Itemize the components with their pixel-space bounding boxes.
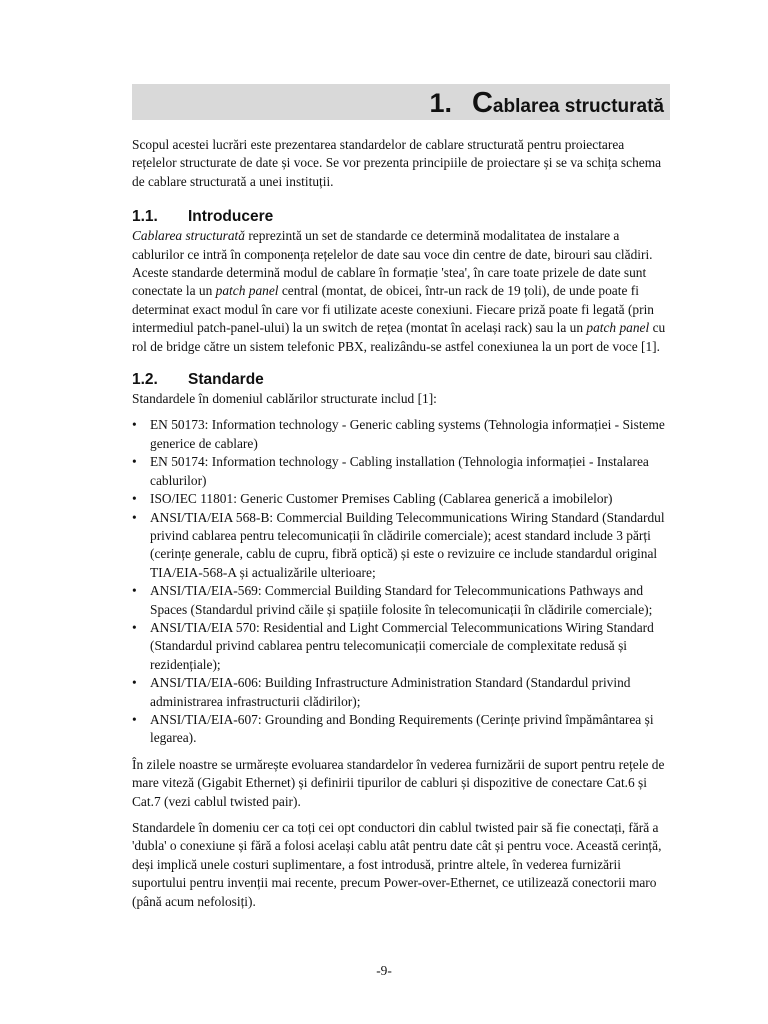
bullet: • (132, 675, 137, 691)
list-item (132, 674, 672, 711)
section-number: 1.2. (132, 371, 158, 389)
bullet: • (132, 711, 137, 727)
chapter-title (429, 84, 664, 120)
italic-term: patch panel (215, 283, 279, 299)
section-title: Introducere (188, 208, 274, 226)
list-item (132, 619, 672, 674)
bullet: • (132, 454, 137, 470)
list-item-text: ANSI/TIA/EIA-606: Building Infrastructure Administration Standard (Standardul privind administrarea infrastructurii clădirilor); (150, 675, 631, 709)
list-item-text: EN 50173: Information technology - Generic cabling systems (Tehnologia informației - Sisteme generice de cablare) (150, 417, 665, 451)
list-item (132, 582, 672, 619)
introducere-paragraph (132, 227, 672, 356)
list-item (132, 490, 672, 508)
chapter-title-rest: ablarea structurată (492, 96, 664, 117)
text-run: central (montat, de obicei, într-un rack de 19 țoli), de unde poate fi determinat exact modul în care vor fi utilizate aceste conexiuni. Fiecare priză poate fi legată (prin intermediul patch-panel-ului) la un switch de rețea (montat în același rack) sau la un (132, 283, 654, 336)
italic-term: Cablarea structurată (132, 228, 245, 244)
bullet: • (132, 583, 137, 599)
bullet: • (132, 491, 137, 507)
bullet: • (132, 619, 137, 635)
section-number: 1.1. (132, 208, 158, 226)
chapter-title-bar (132, 84, 670, 120)
page-body (132, 136, 672, 911)
intro-paragraph: Scopul acestei lucrări este prezentarea standardelor de cablare structurată pentru proiectarea rețelelor structurate de date și voce. Se vor prezenta principiile de proiectare și se va schița schema de cablare structurată a unei instituții. (132, 137, 662, 189)
list-item-text: ANSI/TIA/EIA-569: Commercial Building Standard for Telecommunications Pathways and Spaces (Standardul privind căile și spațiile folosite în telecomunicații în clădirile comerciale); (150, 583, 653, 617)
list-item-text: EN 50174: Information technology - Cabling installation (Tehnologia informației - Instalarea cablurilor) (150, 454, 649, 488)
section-title: Standarde (188, 371, 264, 389)
text-run: cu rol de bridge către un sistem telefonic PBX, realizându-se astfel conexiunea la un port de voce [1]. (132, 320, 666, 354)
list-item-text: ISO/IEC 11801: Generic Customer Premises Cabling (Cablarea generică a imobilelor) (150, 491, 613, 507)
text-run: reprezintă un set de standarde ce determină modalitatea de instalare a cablurilor ce intră în componența rețelelor de date sau voce din centre de date, birouri sau clădiri. Aceste standarde determină modul de cablare în formație 'stea', în care toate prizele de date sunt conectate la un (132, 228, 653, 299)
bullet: • (132, 509, 137, 525)
bullet: • (132, 417, 137, 433)
standards-list (132, 416, 672, 747)
list-item-text: ANSI/TIA/EIA-607: Grounding and Bonding Requirements (Cerințe privind împământarea și legarea). (150, 711, 654, 746)
italic-term: patch panel (586, 320, 650, 336)
list-item (132, 711, 672, 748)
list-item (132, 509, 672, 583)
page-number: -9- (376, 963, 392, 978)
section-heading-standarde (132, 370, 672, 390)
chapter-number: 1. (429, 88, 452, 118)
section-heading-introducere (132, 207, 672, 227)
list-item (132, 416, 672, 453)
list-item (132, 453, 672, 490)
evolution-paragraph: În zilele noastre se urmărește evoluarea standardelor în vederea furnizării de suport pentru rețele de mare viteză (Gigabit Ethernet) și definirii tipurilor de cabluri și dispozitive de conectare Cat.6 și Cat.7 (vezi cablul twisted pair). (132, 756, 665, 809)
list-item-text: ANSI/TIA/EIA 570: Residential and Light Commercial Telecommunications Wiring Standard (Standardul privind cablarea pentru telecomunicații comerciale de complexitate redusă și rezidențiale); (150, 619, 654, 672)
conductors-paragraph: Standardele în domeniu cer ca toți cei opt conductori din cablul twisted pair să fie conectați, fără a 'dubla' o conexiune și fără a folosi același cablu atât pentru date cât și pentru voce. Această cerință, deși implică unele costuri suplimentare, a fost introdusă, printre altele, în vederea furnizării suportului pentru invenții mai recente, precum Power-over-Ethernet, ce utilizează conectorii maro (până acum nefolosiți). (132, 820, 662, 909)
list-item-text: ANSI/TIA/EIA 568-B: Commercial Building Telecommunications Wiring Standard (Standardul privind cablarea pentru telecomunicații în clădirile comerciale); acest standard include 3 părți (cerințe generale, cablu de cupru, fibră optică) și este o revizuire ce include standardul original TIA/EIA-568-A și actualizările ulterioare; (150, 509, 665, 580)
standarde-lead: Standardele în domeniul cablărilor structurate includ [1]: (132, 391, 437, 407)
chapter-title-initial: C (471, 87, 493, 119)
